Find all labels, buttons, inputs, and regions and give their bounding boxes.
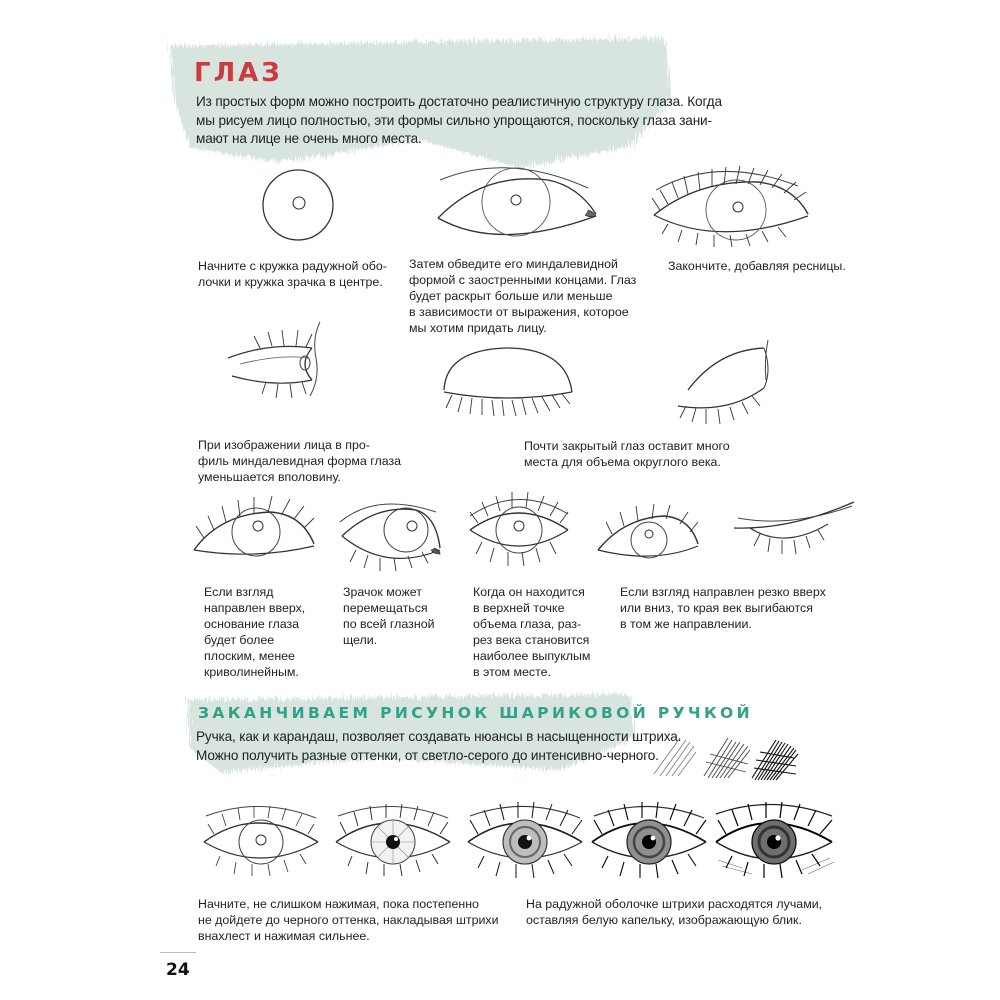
pen-eye-stage-3 [464, 800, 586, 880]
caption-line: Начните с кружка радужной обо- [198, 259, 387, 273]
caption-line: внахлест и нажимая сильнее. [198, 929, 370, 943]
eye-sketch-almond [428, 160, 608, 250]
caption-line: мы хотим придать лицу. [409, 321, 547, 335]
caption-line: Закончите, добавляя ресницы. [668, 259, 846, 273]
caption-line: в верхней точке [473, 601, 565, 615]
caption-line: При изображении лица в про- [198, 438, 370, 452]
pen-eye-stage-5 [712, 800, 838, 884]
caption-line: или вниз, то края век выгибаются [620, 601, 813, 615]
page-number-rule [160, 952, 196, 953]
eye-sketch-top-point [464, 490, 574, 575]
pen-hatch-swatch-dark [750, 734, 802, 784]
caption-line: Если взгляд направлен резко вверх [620, 585, 826, 599]
eye-sketch-iris-circle [258, 165, 338, 245]
caption-line: Зрачок может [343, 585, 422, 599]
caption-line: Начните, не слишком нажимая, пока постепенно [198, 897, 479, 911]
caption-line: формой с заостренными концами. Глаз [409, 273, 637, 287]
caption-line: рез века становится [473, 633, 590, 647]
caption-line: перемещаться [343, 601, 428, 615]
pen-caption-left [198, 896, 499, 944]
caption-sharp-look [620, 584, 826, 632]
eye-sketch-sharp-down [730, 498, 860, 568]
intro-line: мают на лице не очень много места. [196, 131, 422, 147]
caption-line: филь миндалевидная форма глаза [198, 454, 402, 468]
caption-line: наиболее выпуклым [473, 649, 591, 663]
pen-caption-right [526, 896, 822, 928]
caption-profile [198, 437, 401, 485]
caption-almond-shape [409, 256, 636, 336]
eye-sketch-sharp-look [594, 500, 704, 570]
pen-eye-stage-2 [332, 800, 454, 880]
caption-line: места для объема округлого века. [524, 455, 721, 469]
eye-sketch-profile [220, 318, 340, 418]
caption-line: по всей глазной [343, 617, 435, 631]
caption-line: плоским, менее [204, 649, 295, 663]
page-number: 24 [166, 960, 190, 980]
section-intro-eye [196, 93, 722, 149]
caption-line: На радужной оболочке штрихи расходятся лучами, [526, 897, 823, 911]
pen-hatch-swatch-light [650, 730, 700, 780]
caption-line: объема глаза, раз- [473, 617, 582, 631]
caption-look-up [204, 584, 305, 680]
caption-closed [524, 438, 730, 470]
intro-line: мы рисуем лицо полностью, эти формы сильно упрощаются, поскольку глаза зани- [196, 112, 712, 128]
intro-line: Из простых форм можно построить достаточно реалистичную структуру глаза. Когда [196, 94, 722, 109]
caption-lashes [668, 258, 846, 274]
caption-line: не дойдете до черного оттенка, накладывая штрихи [198, 913, 499, 927]
caption-line: Почти закрытый глаз оставит много [524, 439, 730, 453]
caption-line: уменьшается вполовину. [198, 470, 341, 484]
caption-line: Затем обведите его миндалевидной [409, 257, 618, 271]
caption-line: направлен вверх, [204, 601, 306, 615]
caption-line: в том же направлении. [620, 617, 752, 631]
pen-eye-stage-1 [200, 800, 322, 880]
caption-iris-circle [198, 258, 387, 290]
caption-line: оставляя белую капельку, изображающую блик. [526, 913, 802, 927]
caption-line: будет раскрыт больше или меньше [409, 289, 613, 303]
eye-sketch-closed-side [668, 330, 788, 430]
pen-hatch-swatch-medium [702, 732, 754, 782]
caption-line: Если взгляд [204, 585, 274, 599]
section-title-eye: ГЛАЗ [194, 58, 283, 88]
intro-line: Можно получить разные оттенки, от светло-серого до интенсивно-черного. [196, 747, 659, 763]
caption-line: лочки и кружка зрачка в центре. [198, 275, 383, 289]
caption-line: щели. [343, 633, 378, 647]
caption-top-point [473, 584, 590, 680]
caption-line: основание глаза [204, 617, 300, 631]
caption-pupil-moves [343, 584, 435, 648]
caption-line: будет более [204, 633, 275, 647]
pen-eye-stage-4 [588, 800, 710, 880]
intro-line: Ручка, как и карандаш, позволяет создавать нюансы в насыщенности штриха. [196, 729, 682, 744]
eye-sketch-look-up [190, 492, 320, 572]
eye-sketch-lashes [648, 160, 813, 250]
section-intro-pen [196, 728, 681, 765]
caption-line: Когда он находится [473, 585, 585, 599]
eye-sketch-pupil-moves [336, 492, 446, 572]
section-title-pen: ЗАКАНЧИВАЕМ РИСУНОК ШАРИКОВОЙ РУЧКОЙ [198, 704, 753, 722]
caption-line: в этом месте. [473, 665, 551, 679]
caption-line: в зависимости от выражения, которое [409, 305, 629, 319]
eye-sketch-closed [440, 340, 580, 420]
caption-line: криволинейным. [204, 665, 299, 679]
